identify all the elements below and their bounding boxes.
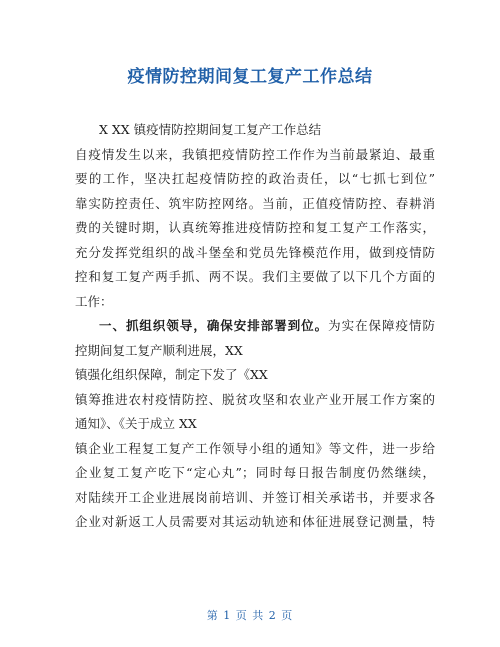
paragraph-line: 自疫情发生以来，我镇把疫情防控工作作为当前最紧迫、最重 [75, 146, 435, 162]
paragraph-line: 费的关键时期，认真统筹推进疫情防控和复工复产工作落实， [75, 220, 435, 235]
subtitle-line: X XX 镇疫情防控期间复工复产工作总结 [99, 122, 322, 137]
paragraph-line: 企业复工复产吃下“定心丸”；同时每日报告制度仍然继续， [75, 465, 435, 480]
paragraph-line: 靠实防控责任、筑牢防控网络。当前，正值疫情防控、春耕消 [75, 195, 435, 211]
paragraph-line: 工作： [75, 293, 113, 309]
document-body [75, 118, 435, 535]
paragraph-line: 控和复工复产两手抓、两不误。我们主要做了以下几个方面的 [75, 269, 435, 284]
paragraph-line: 镇企业工程复工复产工作领导小组的通知》等文件，进一步给 [75, 440, 435, 456]
section-heading: 一、抓组织领导，确保安排部署到位。 [99, 318, 329, 333]
paragraph-line: 控期间复工复产顺利进展，XX [75, 342, 243, 358]
paragraph-line: 企业对新返工人员需要对其运动轨迹和体征进展登记测量，特 [75, 514, 435, 529]
paragraph-line: 通知》、《关于成立 XX [75, 416, 197, 431]
paragraph-line: 镇筹推进农村疫情防控、脱贫攻坚和农业产业开展工作方案的 [75, 391, 435, 407]
paragraph-line: 对陆续开工企业进展岗前培训、并签订相关承诺书，并要求各 [75, 489, 435, 505]
paragraph-line: 充分发挥党组织的战斗堡垒和党员先锋模范作用，做到疫情防 [75, 244, 435, 260]
page-footer: 第 1 页 共 2 页 [206, 609, 294, 622]
paragraph-line: 要的工作，坚决扛起疫情防控的政治责任，以“七抓七到位” [75, 171, 435, 186]
section-heading-line [75, 314, 435, 339]
paragraph-line: 镇强化组织保障，制定下发了《XX [75, 367, 268, 382]
document-title: 疫情防控期间复工复产工作总结 [127, 67, 373, 87]
section-heading-tail: 为实在保障疫情防 [328, 318, 435, 333]
